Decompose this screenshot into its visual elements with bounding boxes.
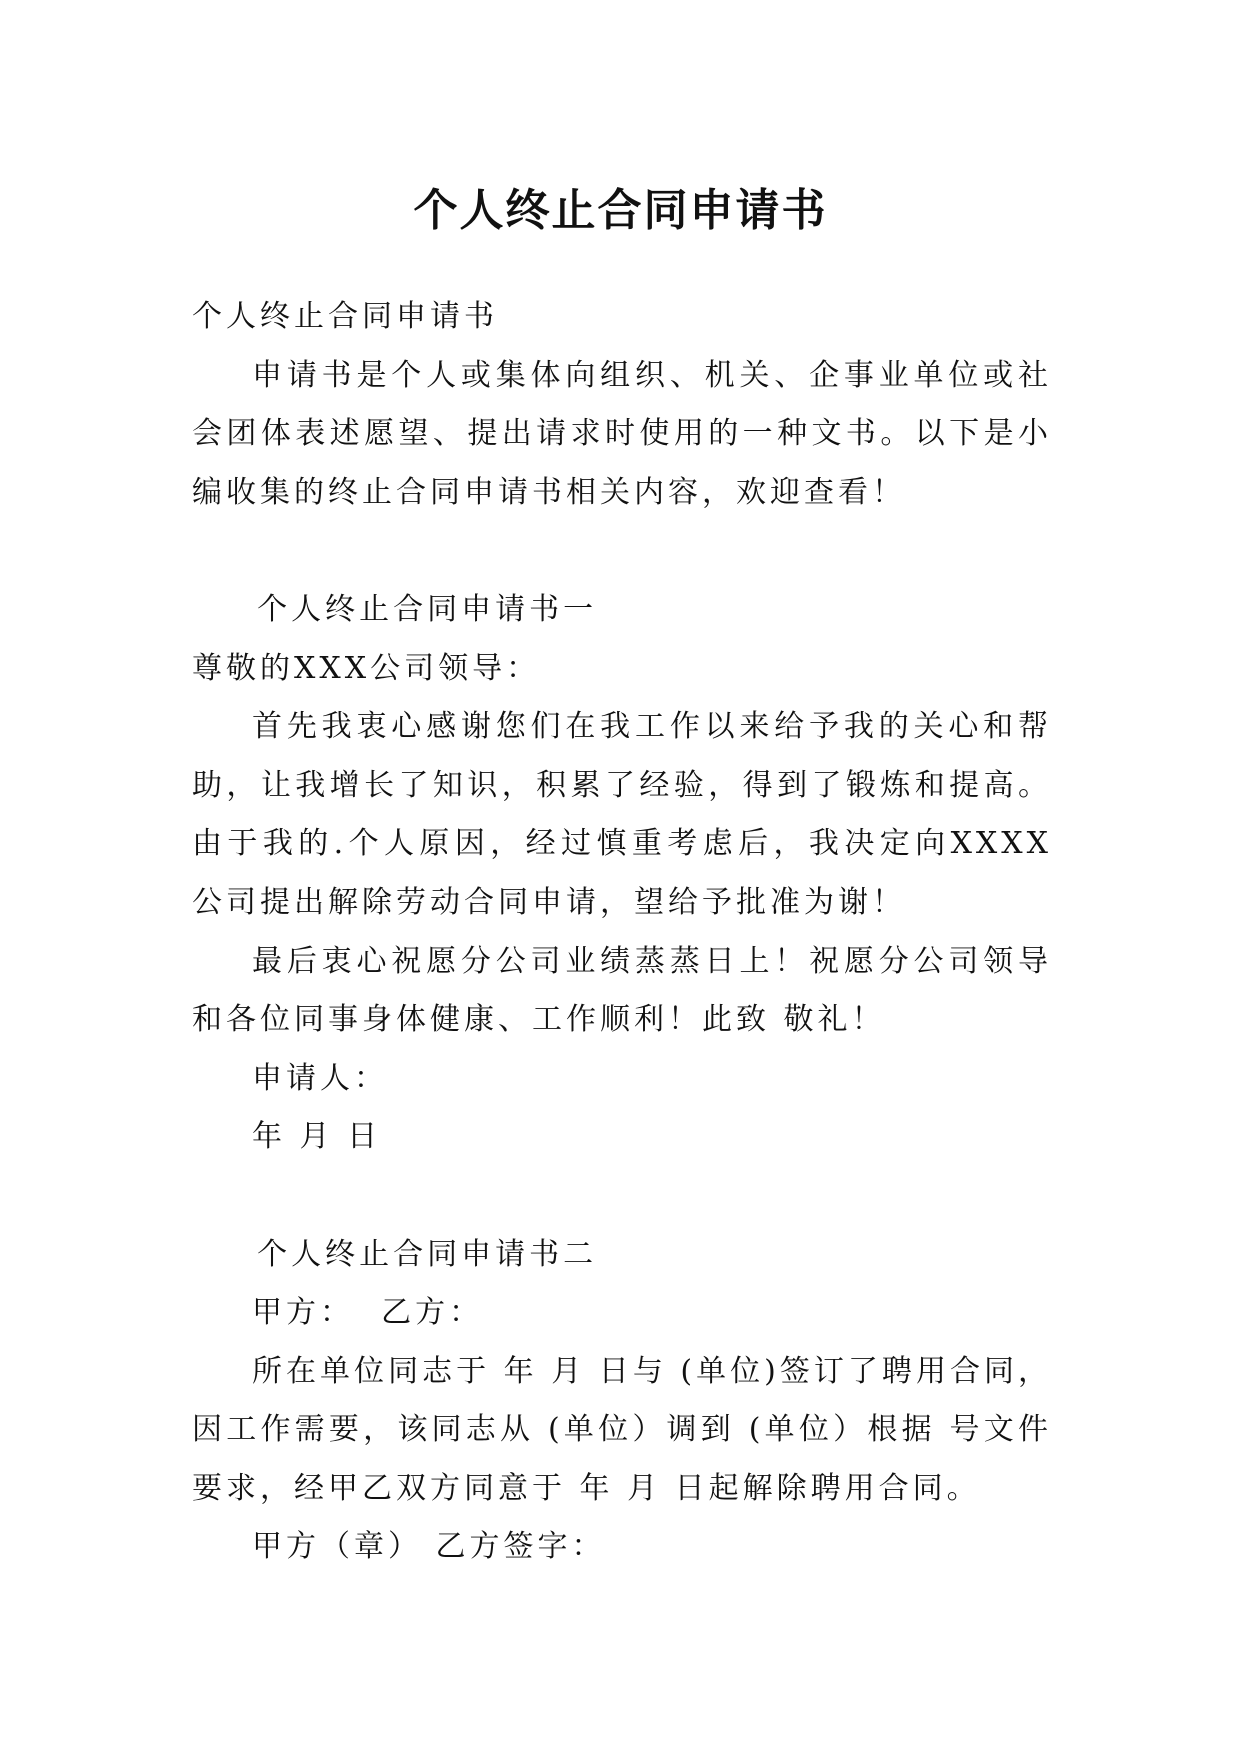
spacer [192,1167,1052,1226]
intro-paragraph: 申请书是个人或集体向组织、机关、企事业单位或社会团体表述愿望、提出请求时使用的一种文书。以下是小编收集的终止合同申请书相关内容，欢迎查看！ [192,357,1052,510]
section2-signatures: 甲方（章） 乙方签字： [252,1529,606,1565]
section1-paragraph2: 最后衷心祝愿分公司业绩蒸蒸日上！祝愿分公司领导和各位同事身体健康、工作顺利！此致 敬礼！ [192,943,1052,1038]
section1-applicant: 申请人： [252,1060,388,1096]
section2-heading: 个人终止合同申请书二 [257,1236,598,1272]
section1-date: 年 月 日 [252,1119,382,1155]
document-subtitle: 个人终止合同申请书 [192,299,498,334]
section2-parties: 甲方： 乙方： [252,1295,484,1331]
spacer [192,522,1052,581]
document-body [192,288,1052,1577]
document-title: 个人终止合同申请书 [413,185,828,237]
section1-salutation: 尊敬的XXX公司领导： [192,650,541,686]
section2-paragraph1: 所在单位同志于 年 月 日与 (单位)签订了聘用合同，因工作需要，该同志从 (单位）调到 (单位）根据 号文件要求，经甲乙双方同意于 年 月 日起解除聘用合同。 [192,1353,1052,1506]
section1-heading: 个人终止合同申请书一 [257,591,598,627]
section1-paragraph1: 首先我衷心感谢您们在我工作以来给予我的关心和帮助，让我增长了知识，积累了经验，得到了锻炼和提高。由于我的.个人原因，经过慎重考虑后，我决定向XXXX公司提出解除劳动合同申请，望给予批准为谢！ [192,709,1052,920]
